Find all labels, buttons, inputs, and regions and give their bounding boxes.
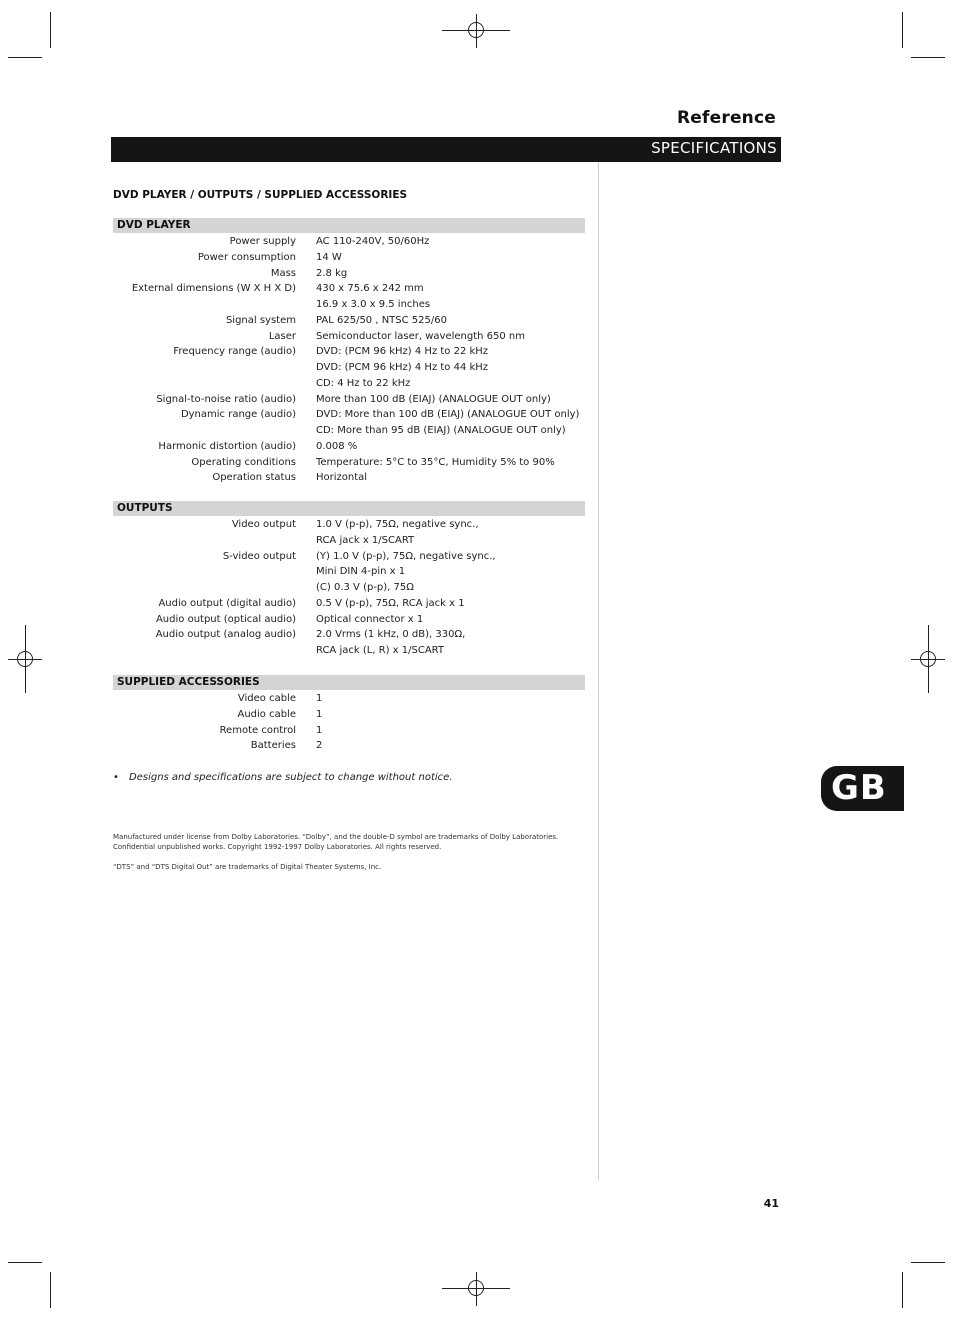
spec-row xyxy=(113,299,585,315)
crop-mark xyxy=(911,57,945,58)
spec-value: 1 xyxy=(316,693,323,704)
crop-mark xyxy=(911,1262,945,1263)
spec-row xyxy=(113,236,585,252)
spec-row xyxy=(113,629,585,645)
spec-label: Dynamic range (audio) xyxy=(180,409,296,421)
spec-label: Power supply xyxy=(229,236,296,247)
spec-value: CD: 4 Hz to 22 kHz xyxy=(316,377,411,389)
spec-row xyxy=(113,519,585,535)
spec-row xyxy=(113,551,585,567)
crop-mark xyxy=(8,57,42,58)
bullet: • xyxy=(113,772,119,783)
spec-value: 2 xyxy=(316,740,323,752)
spec-value: Temperature: 5°C to 35°C, Humidity 5% to 90% xyxy=(316,456,555,468)
spec-row xyxy=(113,315,585,331)
spec-label: Batteries xyxy=(250,740,296,752)
spec-label: Audio cable xyxy=(237,708,296,720)
column-divider xyxy=(598,162,599,1180)
disclaimer-note xyxy=(113,772,452,783)
dolby-notice-line: Manufactured under license from Dolby Laboratories. “Dolby”, and the double-D symbol are trademarks of Dolby Laboratories. xyxy=(113,833,559,841)
spec-label: S-video output xyxy=(222,550,296,562)
spec-value: (Y) 1.0 V (p-p), 75Ω, negative sync., xyxy=(316,550,496,562)
header-bar xyxy=(111,137,781,162)
spec-value: 2.0 Vrms (1 kHz, 0 dB), 330Ω, xyxy=(316,629,466,641)
spec-label: Audio output (digital audio) xyxy=(158,597,296,609)
spec-row xyxy=(113,394,585,410)
spec-label: Operating conditions xyxy=(191,456,296,468)
spec-value: More than 100 dB (EIAJ) (ANALOGUE OUT only) xyxy=(316,393,551,405)
section-band-outputs xyxy=(113,501,585,516)
page-title: Reference xyxy=(677,108,776,128)
spec-value: 430 x 75.6 x 242 mm xyxy=(316,283,424,295)
spec-value: 14 W xyxy=(316,251,342,263)
spec-value: 1.0 V (p-p), 75Ω, negative sync., xyxy=(316,519,479,530)
spec-row xyxy=(113,409,585,425)
spec-row xyxy=(113,582,585,598)
spec-row xyxy=(113,709,585,725)
spec-value: AC 110-240V, 50/60Hz xyxy=(316,236,430,247)
spec-value: Horizontal xyxy=(316,472,368,484)
section-band-title: SUPPLIED ACCESSORIES xyxy=(117,676,260,688)
section-heading: DVD PLAYER / OUTPUTS / SUPPLIED ACCESSORIES xyxy=(113,189,408,201)
spec-row xyxy=(113,645,585,661)
spec-value: Mini DIN 4-pin x 1 xyxy=(316,566,406,578)
spec-value: 16.9 x 3.0 x 9.5 inches xyxy=(316,299,431,310)
dts-notice: “DTS” and “DTS Digital Out” are trademarks of Digital Theater Systems, Inc. xyxy=(113,863,382,871)
spec-row xyxy=(113,346,585,362)
spec-value: DVD: More than 100 dB (EIAJ) (ANALOGUE OUT only) xyxy=(316,409,580,421)
spec-label: Harmonic distortion (audio) xyxy=(158,440,296,452)
spec-row xyxy=(113,362,585,378)
spec-label: Audio output (optical audio) xyxy=(155,613,296,625)
spec-value: DVD: (PCM 96 kHz) 4 Hz to 44 kHz xyxy=(316,362,489,373)
registration-mark xyxy=(920,651,936,667)
spec-value: 0.008 % xyxy=(316,440,358,452)
spec-value: Optical connector x 1 xyxy=(316,613,424,625)
section-band-title: DVD PLAYER xyxy=(117,219,191,231)
spec-row xyxy=(113,598,585,614)
page-number: 41 xyxy=(763,1197,779,1210)
language-badge xyxy=(821,766,904,811)
spec-label: Video cable xyxy=(237,693,296,704)
spec-label: Operation status xyxy=(212,472,296,484)
dolby-notice-line: Confidential unpublished works. Copyright 1992-1997 Dolby Laboratories. All rights reserved. xyxy=(113,843,442,851)
section-band-accessories xyxy=(113,675,585,690)
spec-value: 2.8 kg xyxy=(316,267,348,279)
spec-value: 1 xyxy=(316,724,323,736)
spec-value: Semiconductor laser, wavelength 650 nm xyxy=(316,330,525,342)
spec-value: PAL 625/50 , NTSC 525/60 xyxy=(316,314,447,326)
crop-mark xyxy=(902,1272,903,1308)
spec-label: Signal-to-noise ratio (audio) xyxy=(156,393,296,405)
spec-label: Laser xyxy=(268,330,296,342)
registration-mark xyxy=(17,651,33,667)
crop-mark xyxy=(8,1262,42,1263)
spec-row xyxy=(113,725,585,741)
spec-row xyxy=(113,535,585,551)
spec-label: Audio output (analog audio) xyxy=(155,629,296,641)
header-bar-label: SPECIFICATIONS xyxy=(651,139,777,157)
spec-label: Video output xyxy=(231,519,296,530)
spec-row xyxy=(113,740,585,756)
spec-label: External dimensions (W X H X D) xyxy=(131,283,296,295)
spec-row xyxy=(113,566,585,582)
spec-value: DVD: (PCM 96 kHz) 4 Hz to 22 kHz xyxy=(316,346,489,358)
spec-label: Frequency range (audio) xyxy=(173,346,296,358)
spec-row xyxy=(113,425,585,441)
spec-label: Mass xyxy=(270,267,296,279)
spec-row xyxy=(113,693,585,709)
registration-mark xyxy=(468,1280,484,1296)
spec-row xyxy=(113,472,585,488)
spec-label: Remote control xyxy=(219,724,296,736)
spec-row xyxy=(113,283,585,299)
spec-row xyxy=(113,331,585,347)
spec-label: Power consumption xyxy=(197,251,296,263)
spec-row xyxy=(113,378,585,394)
disclaimer-text: Designs and specifications are subject to change without notice. xyxy=(129,772,453,783)
section-band-dvd-player xyxy=(113,218,585,233)
section-band-title: OUTPUTS xyxy=(117,502,173,514)
crop-mark xyxy=(902,12,903,48)
crop-mark xyxy=(50,12,51,48)
dolby-notice xyxy=(113,832,583,852)
spec-value: RCA jack (L, R) x 1/SCART xyxy=(316,645,445,656)
spec-value: 1 xyxy=(316,708,323,720)
spec-row xyxy=(113,457,585,473)
crop-mark xyxy=(50,1272,51,1308)
spec-value: CD: More than 95 dB (EIAJ) (ANALOGUE OUT only) xyxy=(316,425,566,436)
spec-value: RCA jack x 1/SCART xyxy=(316,534,415,546)
spec-row xyxy=(113,441,585,457)
spec-label: Signal system xyxy=(225,314,296,326)
spec-row xyxy=(113,268,585,284)
spec-value: (C) 0.3 V (p-p), 75Ω xyxy=(316,582,414,593)
spec-value: 0.5 V (p-p), 75Ω, RCA jack x 1 xyxy=(316,597,465,609)
spec-row xyxy=(113,614,585,630)
registration-mark xyxy=(468,22,484,38)
spec-row xyxy=(113,252,585,268)
language-badge-label: GB xyxy=(831,768,887,808)
